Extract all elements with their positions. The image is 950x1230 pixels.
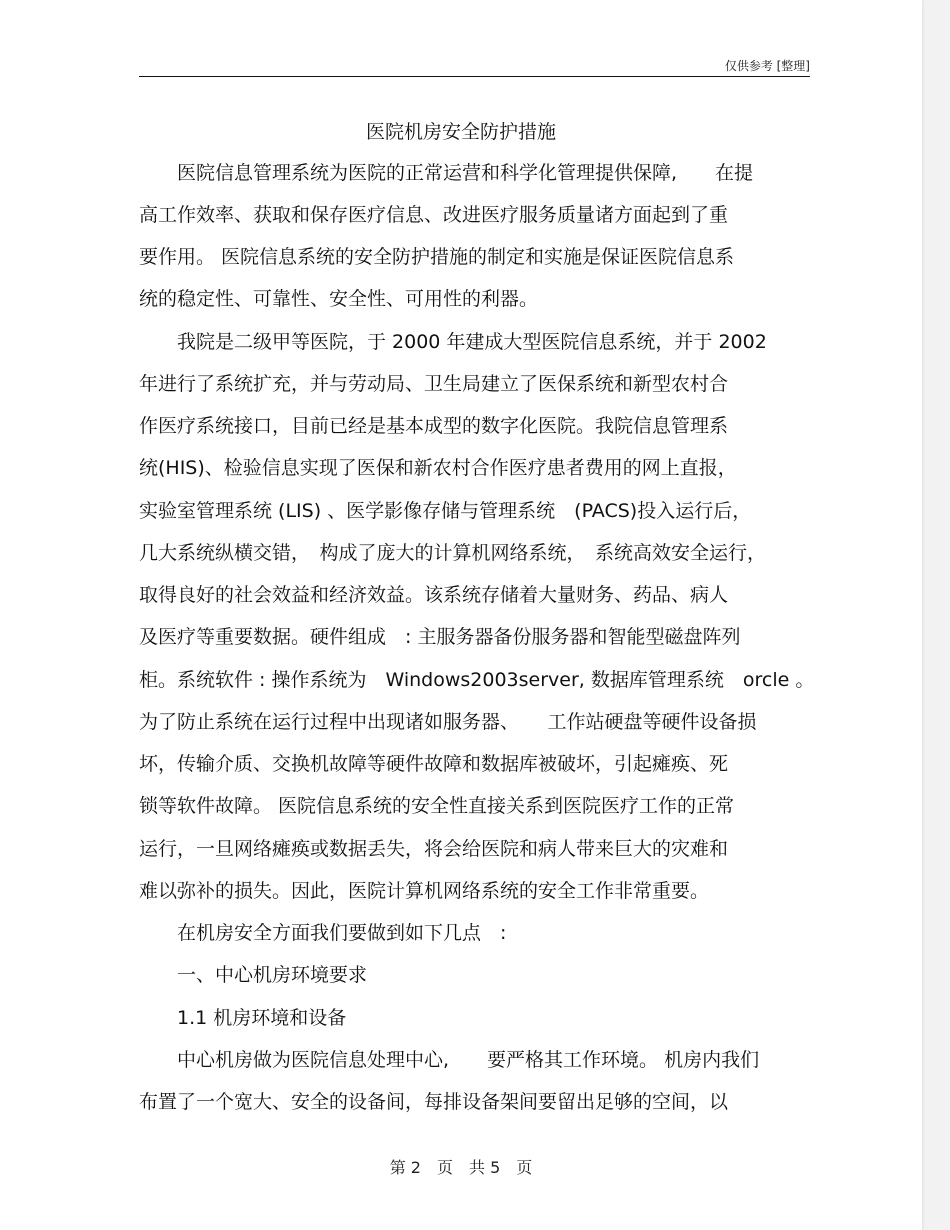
body-line: 锁等软件故障。 医院信息系统的安全性直接关系到医院医疗工作的正常	[139, 795, 735, 817]
body-line: 及医疗等重要数据。硬件组成 : 主服务器备份服务器和智能型磁盘阵列	[139, 626, 741, 648]
body-line: 统(HIS)、检验信息实现了医保和新农村合作医疗患者费用的网上直报，	[139, 457, 737, 479]
body-line: 要作用。 医院信息系统的安全防护措施的制定和实施是保证医院信息系	[139, 246, 735, 268]
body-line: 医院信息管理系统为医院的正常运营和科学化管理提供保障, 在提	[139, 162, 754, 184]
body-line: 中心机房做为医院信息处理中心, 要严格其工作环境。 机房内我们	[139, 1049, 760, 1071]
body-line: 年进行了系统扩充，并与劳动局、卫生局建立了医保系统和新型农村合	[139, 373, 729, 395]
body-line: 为了防止系统在运行过程中出现诸如服务器、 工作站硬盘等硬件设备损	[139, 711, 757, 733]
body-line: 我院是二级甲等医院，于 2000 年建成大型医院信息系统，并于 2002	[139, 331, 767, 353]
document-title: 医院机房安全防护措施	[365, 121, 556, 143]
body-line: 实验室管理系统 (LIS) 、医学影像存储与管理系统 (PACS)投入运行后，	[139, 500, 752, 522]
body-line: 柜。系统软件 : 操作系统为 Windows2003server, 数据库管理系统 orcle 。	[139, 669, 815, 691]
page-footer: 第 2 页 共 5 页	[389, 1158, 533, 1177]
body-line: 取得良好的社会效益和经济效益。该系统存储着大量财务、药品、病人	[139, 584, 729, 606]
body-line: 难以弥补的损失。因此，医院计算机网络系统的安全工作非常重要。	[139, 880, 710, 902]
subsection-heading: 1.1 机房环境和设备	[139, 1007, 347, 1029]
header-rule	[139, 76, 810, 77]
body-line: 高工作效率、获取和保存医疗信息、改进医疗服务质量诸方面起到了重	[139, 204, 729, 226]
body-line: 在机房安全方面我们要做到如下几点 :	[139, 922, 507, 944]
body-line: 运行，一旦网络瘫痪或数据丢失，将会给医院和病人带来巨大的灾难和	[139, 838, 729, 860]
body-line: 作医疗系统接口，目前已经是基本成型的数字化医院。我院信息管理系	[139, 415, 729, 437]
body-line: 几大系统纵横交错， 构成了庞大的计算机网络系统， 系统高效安全运行，	[139, 542, 767, 564]
body-line: 布置了一个宽大、安全的设备间，每排设备架间要留出足够的空间，以	[139, 1091, 729, 1113]
body-line: 统的稳定性、可靠性、安全性、可用性的利器。	[139, 288, 539, 310]
body-line: 坏，传输介质、交换机故障等硬件故障和数据库被破坏，引起瘫痪、死	[139, 753, 729, 775]
section-heading: 一、中心机房环境要求	[139, 964, 368, 986]
header-note: 仅供参考 [整理]	[724, 59, 810, 73]
